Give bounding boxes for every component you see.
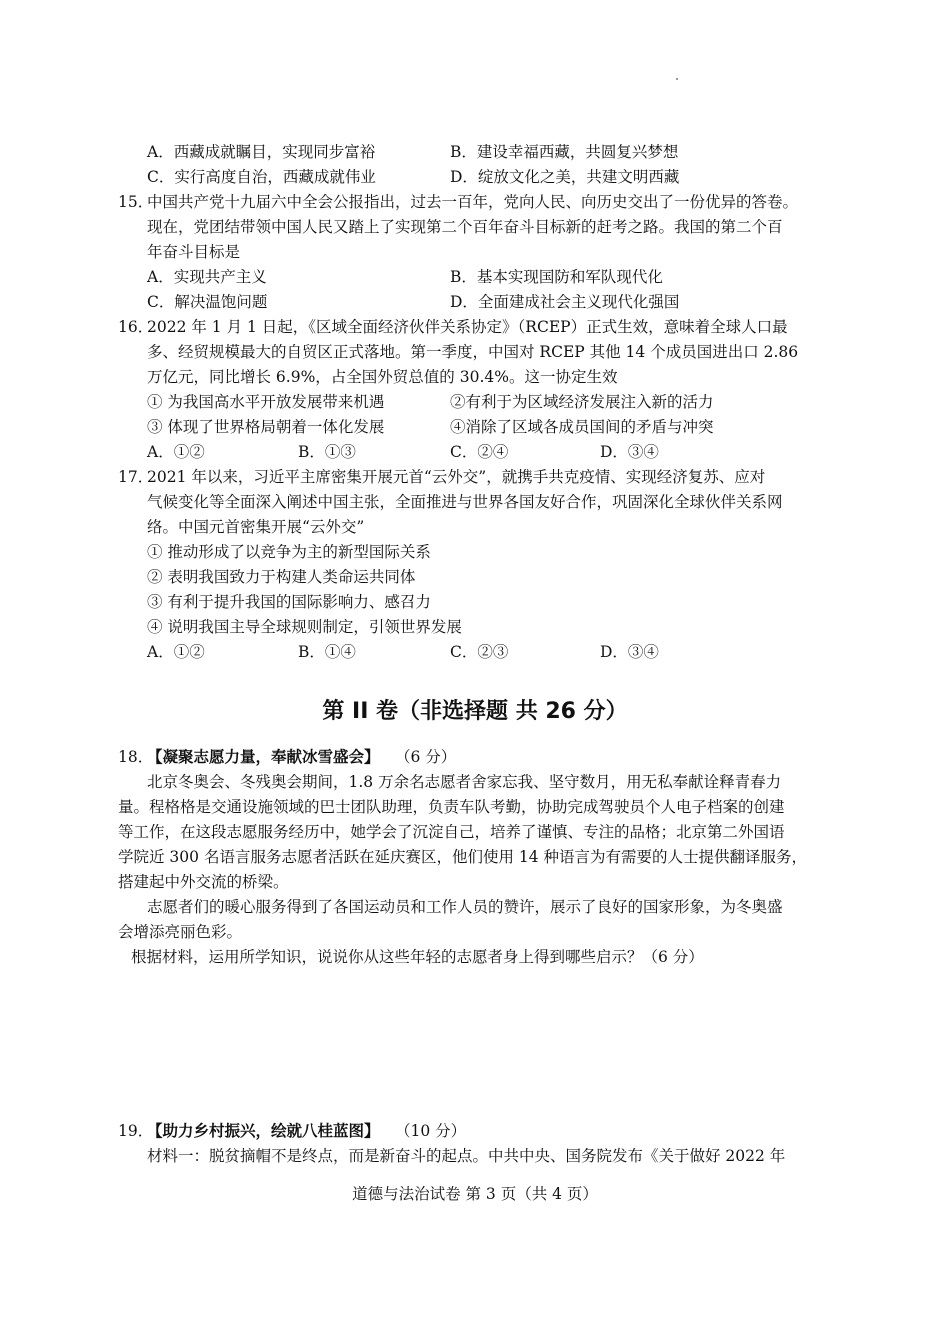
q19-material-line-1: 材料一：脱贫摘帽不是终点，而是新奋斗的起点。中共中央、国务院发布《关于做好 2022 年 [147,1147,786,1165]
q16-option-a: A．①② [147,443,205,461]
q17-stem-line-3: 络。中国元首密集开展“云外交” [147,518,365,536]
section-ii-title: 第 II 卷（非选择题 共 26 分） [322,699,628,724]
q19-title: 【助力乡村振兴，绘就八桂蓝图】 [147,1122,380,1140]
q19-score: （10 分） [395,1122,467,1140]
q18-material-line-5: 搭建起中外交流的桥梁。 [118,873,289,891]
q16-statement-2: ②有利于为区域经济发展注入新的活力 [450,393,714,411]
q17-statement-4: ④ 说明我国主导全球规则制定，引领世界发展 [147,618,462,636]
q16-number: 16． [118,318,154,336]
q17-option-b: B．①④ [298,643,356,661]
q16-stem-line-1: 2022 年 1 月 1 日起，《区域全面经济伙伴关系协定》（RCEP）正式生效，意味着全球人口最 [147,318,788,336]
q16-statement-1: ① 为我国高水平开放发展带来机遇 [147,393,385,411]
q18-material-line-3: 等工作，在这段志愿服务经历中，她学会了沉淀自己，培养了谨慎、专注的品格；北京第二外国语 [118,823,785,841]
q16-stem-line-3: 万亿元，同比增长 6.9%，占全国外贸总值的 30.4%。这一协定生效 [147,368,618,386]
q15-option-a: A．实现共产主义 [147,268,267,286]
q18-question: 根据材料，运用所学知识，说说你从这些年轻的志愿者身上得到哪些启示？（6 分） [131,948,704,966]
q15-option-c: C．解决温饱问题 [147,293,268,311]
q18-material-line-2: 量。程格格是交通设施领域的巴士团队助理，负责车队考勤，协助完成驾驶员个人电子档案的创建 [118,798,785,816]
q16-statement-4: ④消除了区域各成员国间的矛盾与冲突 [450,418,714,436]
q18-title: 【凝聚志愿力量，奉献冰雪盛会】 [147,748,380,766]
q15-stem-line-3: 年奋斗目标是 [147,243,241,261]
q14-option-a: A．西藏成就瞩目，实现同步富裕 [147,143,376,161]
q14-option-d: D．绽放文化之美，共建文明西藏 [450,168,680,186]
q15-stem-line-2: 现在，党团结带领中国人民又踏上了实现第二个百年奋斗目标新的赶考之路。我国的第二个百 [147,218,783,236]
q17-option-d: D．③④ [600,643,659,661]
q14-option-c: C．实行高度自治，西藏成就伟业 [147,168,376,186]
q18-material-line-1: 北京冬奥会、冬残奥会期间，1.8 万余名志愿者舍家忘我、坚守数月，用无私奉献诠释青春力 [147,773,782,791]
q18-score: （6 分） [395,748,457,766]
scan-speck [676,78,678,80]
q18-material-line-4: 学院近 300 名语言服务志愿者活跃在延庆赛区，他们使用 14 种语言为有需要的人士提供翻译服务， [118,848,808,866]
q16-option-d: D．③④ [600,443,659,461]
q18-material-line-7: 会增添亮丽色彩。 [118,923,243,941]
q17-number: 17． [118,468,154,486]
q15-option-d: D．全面建成社会主义现代化强国 [450,293,680,311]
q16-stem-line-2: 多、经贸规模最大的自贸区正式落地。第一季度，中国对 RCEP 其他 14 个成员国进出口 2.86 [147,343,799,361]
q17-statement-2: ② 表明我国致力于构建人类命运共同体 [147,568,416,586]
q14-option-b: B．建设幸福西藏，共圆复兴梦想 [450,143,679,161]
q17-option-c: C．②③ [450,643,509,661]
q17-option-a: A．①② [147,643,205,661]
q17-statement-3: ③ 有利于提升我国的国际影响力、感召力 [147,593,431,611]
q16-option-c: C．②④ [450,443,509,461]
q17-stem-line-2: 气候变化等全面深入阐述中国主张，全面推进与世界各国友好合作，巩固深化全球伙伴关系网 [147,493,783,511]
page-footer: 道德与法治试卷 第 3 页（共 4 页） [352,1185,598,1203]
q17-stem-line-1: 2021 年以来，习近平主席密集开展元首“云外交”，就携手共克疫情、实现经济复苏、应对 [147,468,766,486]
q16-statement-3: ③ 体现了世界格局朝着一体化发展 [147,418,385,436]
q15-stem-line-1: 中国共产党十九届六中全会公报指出，过去一百年，党向人民、向历史交出了一份优异的答卷。 [147,193,799,211]
q15-option-b: B．基本实现国防和军队现代化 [450,268,663,286]
q18-material-line-6: 志愿者们的暖心服务得到了各国运动员和工作人员的赞许，展示了良好的国家形象，为冬奥盛 [147,898,783,916]
q18-number: 18． [118,748,154,766]
q17-statement-1: ① 推动形成了以竞争为主的新型国际关系 [147,543,431,561]
q16-option-b: B．①③ [298,443,356,461]
q19-number: 19． [118,1122,154,1140]
q15-number: 15． [118,193,154,211]
